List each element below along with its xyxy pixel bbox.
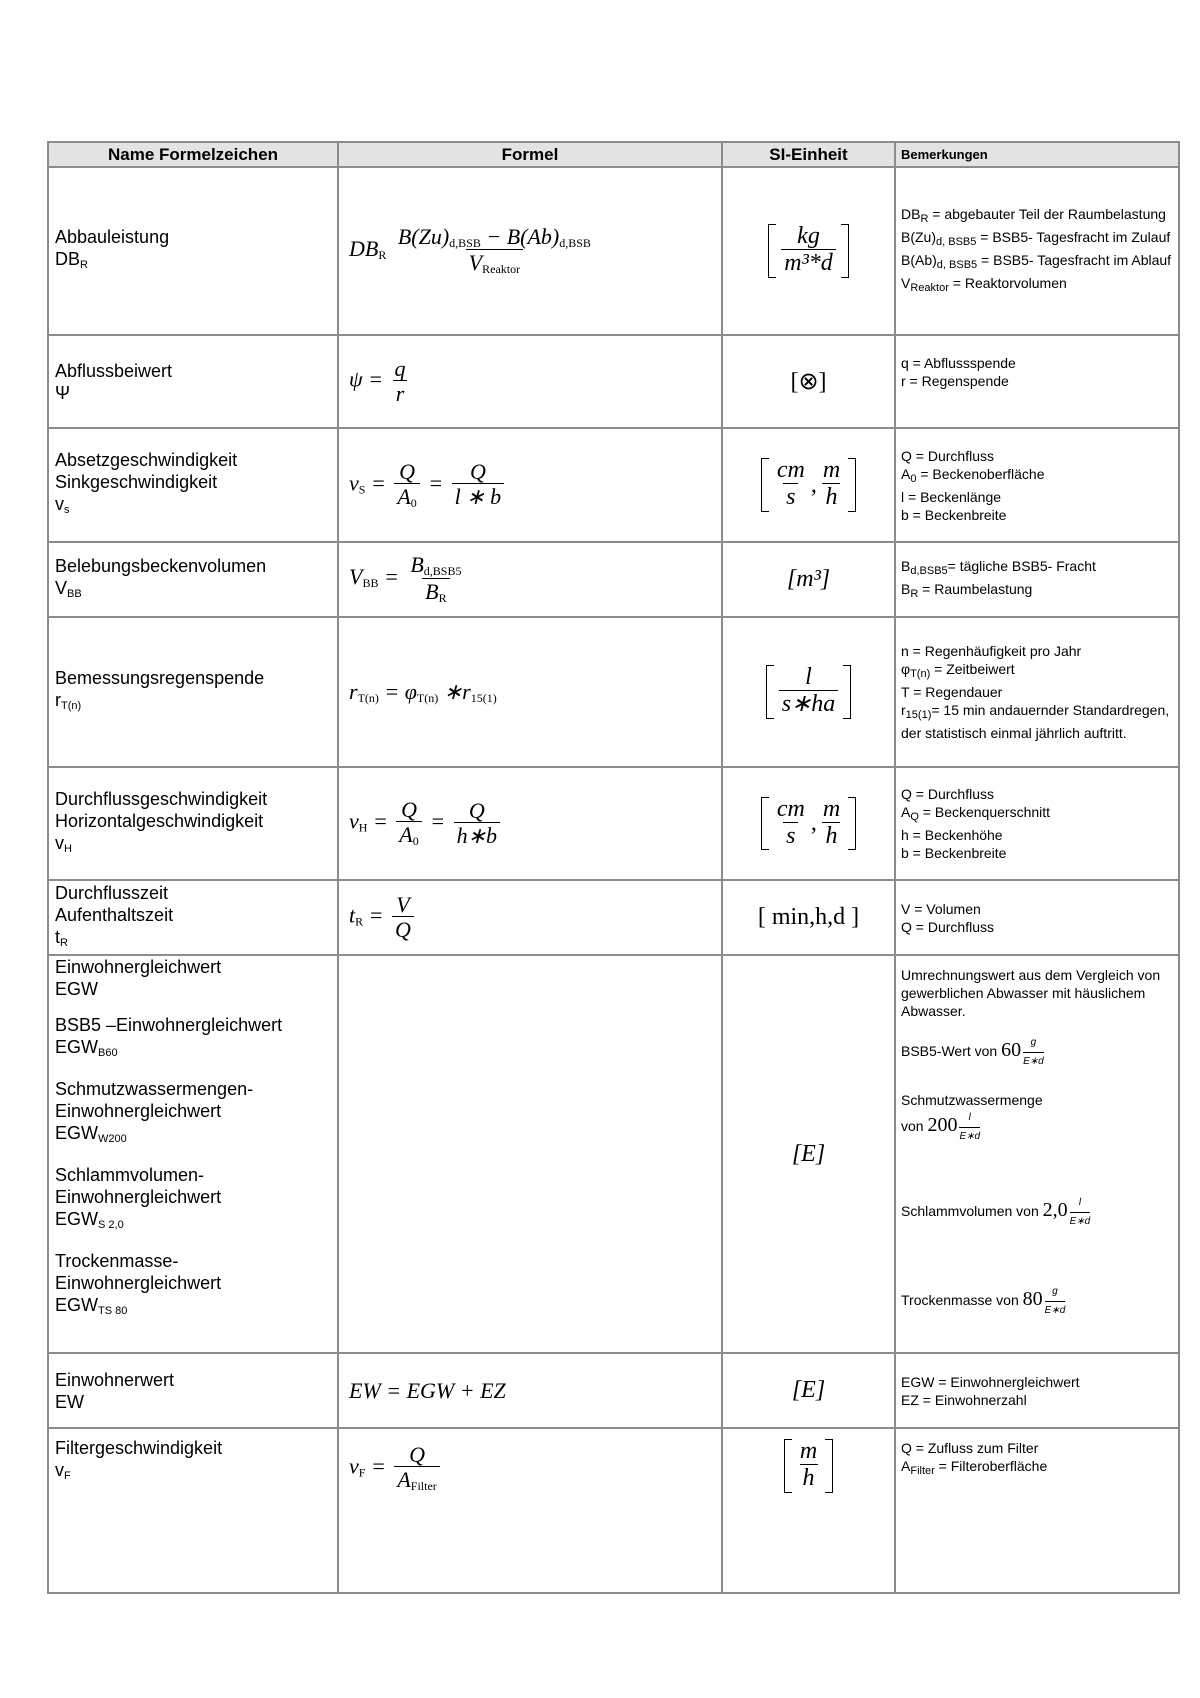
remarks-cell: $DB_R$ = abgebauter Teil der Raumbelastung $B(Zu)_{d, BSB5} = BSB5-$ Tagesfracht im Zulauf $B(Ab)_{d, BSB5} = BSB5-$ Tagesfracht im Ablauf $V_{Reaktor}$ = Reaktorvolumen bbox=[895, 167, 1179, 335]
remarks-cell: n = Regenhäufigkeit pro Jahr $\varphi_{T(n)}$ = Zeitbeiwert T = Regendauer $r_{15(1)}= 15$ min andauernder Standardregen, der statistisch einmal jährlich auftritt. bbox=[895, 617, 1179, 767]
formula-cell: EW = EGW + EZ bbox=[338, 1353, 722, 1428]
name-cell: Abbauleistung DBR bbox=[48, 167, 338, 335]
header-remarks: Bemerkungen bbox=[895, 142, 1179, 167]
unit-cell: [⊗] bbox=[722, 335, 895, 428]
formula-cell bbox=[338, 955, 722, 1353]
name-cell: Abflussbeiwert Ψ bbox=[48, 335, 338, 428]
name-cell: Einwohnergleichwert EGW BSB5 –Einwohnergleichwert EGWB60 Schmutzwassermengen- Einwohnergleichwert EGWW200 Schlammvolumen- Einwohnergleichwert EGWS 2,0 Trockenmasse- Einwohnergleichwert EGWTS 80 bbox=[48, 955, 338, 1353]
table-row bbox=[48, 428, 1179, 542]
unit-cell: $\frac{cm}{s}$ , $\frac{m}{h}$ bbox=[722, 767, 895, 880]
formula-cell: $V_{BB}$ = $\frac{B_{d,BSB5}}{B_R}$ bbox=[338, 542, 722, 617]
unit-cell: $\frac{cm}{s}$ , $\frac{m}{h}$ bbox=[722, 428, 895, 542]
table-row bbox=[48, 880, 1179, 955]
formula-cell: ψ = $\frac{q}{r}$ bbox=[338, 335, 722, 428]
name-cell: Filtergeschwindigkeit vF bbox=[48, 1428, 338, 1593]
remarks-cell: Q = Zufluss zum Filter $A_{Filter}$ = Filteroberfläche bbox=[895, 1428, 1179, 1593]
unit-cell: $\frac{kg}{\text{m³*d}}$ bbox=[722, 167, 895, 335]
fraction: $\frac{B(Zu)_{d,BSB} - B(Ab)_{d,BSB}}{V_{Reaktor}}$ bbox=[397, 223, 591, 277]
header-unit: SI-Einheit bbox=[722, 142, 895, 167]
unit-cell: [ min,h,d ] bbox=[722, 880, 895, 955]
unit-cell: $\frac{l}{s∗ha}$ bbox=[722, 617, 895, 767]
formula-cell: $DB_R$ $\frac{B(Zu)_{d,BSB} - B(Ab)_{d,BSB}}{V_{Reaktor}}$ bbox=[338, 167, 722, 335]
table-row bbox=[48, 617, 1179, 767]
table-row bbox=[48, 1428, 1179, 1593]
name-cell: Bemessungsregenspende rT(n) bbox=[48, 617, 338, 767]
name-cell: Belebungsbeckenvolumen VBB bbox=[48, 542, 338, 617]
remarks-cell: Q = Durchfluss $A_Q$ = Beckenquerschnitt h = Beckenhöhe b = Beckenbreite bbox=[895, 767, 1179, 880]
name-cell: Durchflusszeit Aufenthaltszeit tR bbox=[48, 880, 338, 955]
table-row bbox=[48, 767, 1179, 880]
remarks-cell: EGW = Einwohnergleichwert EZ = Einwohnerzahl bbox=[895, 1353, 1179, 1428]
name-cell: Durchflussgeschwindigkeit Horizontalgeschwindigkeit vH bbox=[48, 767, 338, 880]
unit-cell: [E] bbox=[722, 1353, 895, 1428]
formula-cell: $r_{T(n)} = \varphi_{T(n)}$ $∗r_{15(1)}$ bbox=[338, 617, 722, 767]
table-row bbox=[48, 167, 1179, 335]
header-row bbox=[48, 142, 1179, 167]
formula-cell: $v_H$ = $\frac{Q}{A_0}$ = $\frac{Q}{h∗b}$ bbox=[338, 767, 722, 880]
remarks-cell: q = Abflussspende r = Regenspende bbox=[895, 335, 1179, 428]
unit-cell: [E] bbox=[722, 955, 895, 1353]
table-row bbox=[48, 335, 1179, 428]
remarks-cell: V = Volumen Q = Durchfluss bbox=[895, 880, 1179, 955]
formula-cell: $v_S$ = $\frac{Q}{A_0}$ = $\frac{Q}{l ∗ b}$ bbox=[338, 428, 722, 542]
formula-cell: $v_F$ = $\frac{Q}{A_{Filter}}$ bbox=[338, 1428, 722, 1593]
table-row bbox=[48, 1353, 1179, 1428]
remarks-cell: Q = Durchfluss $A_0$ = Beckenoberfläche l = Beckenlänge b = Beckenbreite bbox=[895, 428, 1179, 542]
header-name: Name Formelzeichen bbox=[48, 142, 338, 167]
name-cell: Einwohnerwert EW bbox=[48, 1353, 338, 1428]
header-formula: Formel bbox=[338, 142, 722, 167]
name-cell: Absetzgeschwindigkeit Sinkgeschwindigkeit vs bbox=[48, 428, 338, 542]
table-row bbox=[48, 955, 1179, 1353]
remarks-cell: Umrechnungswert aus dem Vergleich von gewerblichen Abwasser mit häuslichem Abwasser. BSB5-Wert von 60 $\frac{g}{E∗d}$ Schmutzwassermenge von 200 $\frac{l}{E∗d}$ Schlammvolumen von 2,0 $\frac{l}{E∗d}$ Trockenmasse von 80 $\frac{g}{E∗d}$ bbox=[895, 955, 1179, 1353]
unit-cell: [m³] bbox=[722, 542, 895, 617]
formula-table bbox=[47, 141, 1180, 1594]
remarks-cell: $B_{d,BSB5}=$ tägliche BSB5- Fracht $B_R$ = Raumbelastung bbox=[895, 542, 1179, 617]
unit-cell: $\frac{m}{h}$ bbox=[722, 1428, 895, 1593]
formula-cell: $t_R$ = $\frac{V}{Q}$ bbox=[338, 880, 722, 955]
table-row bbox=[48, 542, 1179, 617]
